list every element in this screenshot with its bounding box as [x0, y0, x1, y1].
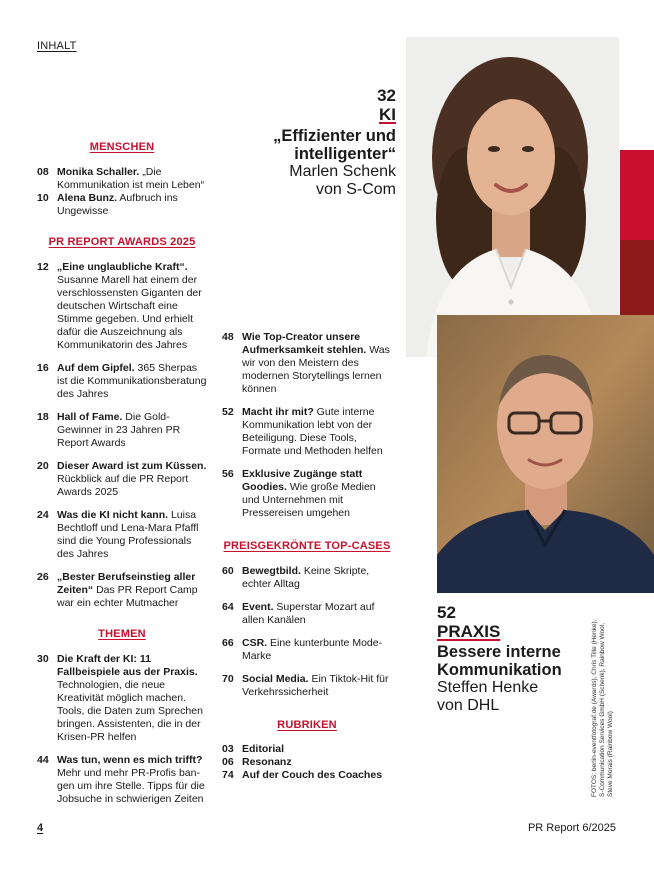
toc-entry[interactable]: [37, 653, 207, 744]
toc-page-number: 52: [222, 406, 234, 418]
feature-praxis-number: 52: [437, 603, 456, 622]
toc-entry[interactable]: [222, 565, 392, 591]
toc-entry-title: „Bester Berufseinstieg aller Zeiten“: [57, 571, 196, 596]
toc-entry[interactable]: [222, 756, 392, 769]
toc-entry-title: Exklusive Zugänge statt Goodies.: [242, 468, 363, 493]
toc-entry-title: Social Media.: [242, 673, 309, 685]
toc-entry-teaser: Ein Tiktok-Hit für Verkehrssicherheit: [242, 673, 389, 698]
toc-entry-teaser: „Die Kommunikation ist mein Leben“: [57, 166, 205, 191]
toc-entry[interactable]: [37, 261, 207, 352]
toc-page-number: 30: [37, 653, 49, 665]
feature-praxis-category: PRAXIS: [437, 622, 501, 641]
toc-page-number: 64: [222, 601, 234, 613]
toc-page-number: 56: [222, 468, 234, 480]
toc-entry-title: Event.: [242, 601, 274, 613]
toc-page-number: 03: [222, 743, 234, 755]
toc-page-number: 26: [37, 571, 49, 583]
toc-entry-title: Macht ihr mit?: [242, 406, 314, 418]
left-column: [37, 141, 207, 806]
toc-entry-teaser: Die Gold-Gewinner in 23 Jahren PR Report Awards: [57, 411, 181, 449]
toc-entry[interactable]: [222, 468, 392, 520]
toc-entry[interactable]: [222, 769, 392, 782]
toc-entry-teaser: Susanne Marell hat einem der verschlossensten Giganten der deutschen Wirtschaft eine Stimme gegeben. Und erhielt dafür die Auszeichnung als Kommunikatorin des Jahres: [57, 274, 202, 351]
toc-entry[interactable]: [37, 509, 207, 561]
toc-entry-teaser: Luisa Bechtloff und Lena-Mara Pfaffl sind die Young Professionals des Jahres: [57, 509, 199, 560]
toc-page-number: 48: [222, 331, 234, 343]
middle-column: [222, 331, 392, 782]
toc-page-number: 24: [37, 509, 49, 521]
toc-entry-teaser: Rückblick auf die PR Report Awards 2025: [57, 473, 189, 498]
toc-entry-teaser: Gute interne Kommunikation lebt von der Beteiligung. Diese Tools, Formate und Methoden helfen: [242, 406, 383, 457]
feature-ki-category: KI: [379, 105, 396, 124]
toc-page-number: 74: [222, 769, 234, 781]
feature-ki-title-line1: „Effizienter und: [273, 127, 396, 145]
toc-entry[interactable]: [37, 411, 207, 450]
feature-ki[interactable]: [250, 86, 396, 199]
toc-entry-title: Monika Schaller.: [57, 166, 140, 178]
feature-praxis-title-line1: Bessere interne: [437, 643, 561, 661]
section-label: INHALT: [37, 40, 77, 52]
toc-entry-teaser: Aufbruch ins Ungewisse: [57, 192, 178, 217]
toc-entry-title: CSR.: [242, 637, 268, 649]
toc-entry-title: Bewegtbild.: [242, 565, 301, 577]
feature-praxis[interactable]: [437, 603, 577, 715]
issue-label: PR Report 6/2025: [527, 822, 616, 834]
section-heading-menschen: MENSCHEN: [89, 141, 155, 153]
toc-entry-teaser: 365 Sherpas ist die Kommunikationsberatung des Jahres: [57, 362, 207, 400]
toc-page-number: 06: [222, 756, 234, 768]
feature-praxis-person-line1: Steffen Henke: [437, 679, 539, 696]
toc-entry-title: Wie Top-Creator unsere Aufmerksamkeit stehlen.: [242, 331, 367, 356]
toc-entry[interactable]: [37, 362, 207, 401]
toc-entry-teaser: Technologien, die neue Kreativität möglich machen. Tools, die Daten zum Sprechen bringen. Assistenten, die in der Krisen-PR helfen: [57, 679, 203, 743]
toc-entry[interactable]: [37, 571, 207, 610]
toc-entry[interactable]: [37, 460, 207, 499]
toc-page-number: 16: [37, 362, 49, 374]
feature-ki-person-line1: Marlen Schenk: [289, 163, 396, 180]
toc-page-number: 70: [222, 673, 234, 685]
toc-entry-teaser: Superstar Mozart auf allen Kanälen: [242, 601, 375, 626]
section-heading-awards: PR REPORT AWARDS 2025: [48, 236, 196, 248]
toc-entry[interactable]: [222, 637, 392, 663]
section-heading-cases: PREISGEKRÖNTE TOP-CASES: [223, 540, 391, 552]
feature-praxis-title-line2: Kommunikation: [437, 661, 562, 679]
toc-entry-teaser: Wie große Medien und Unternehmen mit Pressereisen umgehen: [242, 481, 376, 519]
toc-entry-title: Was die KI nicht kann.: [57, 509, 169, 521]
toc-page-number: 60: [222, 565, 234, 577]
page-number: 4: [37, 822, 44, 834]
toc-entry-title: Die Kraft der KI: 11 Fallbeispiele aus der Praxis.: [57, 653, 198, 678]
toc-entry-title: Alena Bunz.: [57, 192, 118, 204]
toc-entry-title: Resonanz: [242, 756, 292, 768]
feature-ki-person-line2: von S-Com: [315, 181, 396, 198]
toc-page-number: 08: [37, 166, 49, 178]
portrait-steffen-henke: [437, 315, 654, 593]
toc-entry-title: „Eine unglaubliche Kraft“.: [57, 261, 188, 273]
toc-entry[interactable]: [37, 754, 207, 806]
portrait-marlen-schenk: [406, 37, 619, 357]
toc-entry-teaser: Was wir von den Meistern des modernen Storytellings lernen können: [242, 344, 390, 395]
toc-entry-title: Auf dem Gipfel.: [57, 362, 135, 374]
toc-page-number: 10: [37, 192, 49, 204]
toc-entry[interactable]: [222, 331, 392, 396]
toc-entry[interactable]: [37, 166, 207, 192]
toc-entry[interactable]: [222, 673, 392, 699]
toc-entry[interactable]: [222, 743, 392, 756]
toc-entry-title: Auf der Couch des Coaches: [242, 769, 383, 781]
toc-entry[interactable]: [37, 192, 207, 218]
toc-page-number: 20: [37, 460, 49, 472]
photo-credit: FOTOS: berlin-eventfotograf.de (Awards), Chris Tille (Henke), S-Communication Services GmbH (Schenk), Rainbow Wool, Steve Morais (Rainbow Wool): [591, 619, 614, 797]
toc-page-number: 12: [37, 261, 49, 273]
toc-entry-teaser: Das PR Report Camp war ein echter Mutmacher: [57, 584, 198, 609]
section-heading-themen: THEMEN: [98, 628, 146, 640]
toc-entry-title: Hall of Fame.: [57, 411, 123, 423]
toc-entry-teaser: Eine kunterbunte Mode-Marke: [242, 637, 383, 662]
toc-entry-teaser: Keine Skripte, echter Alltag: [242, 565, 370, 590]
toc-page-number: 66: [222, 637, 234, 649]
feature-ki-number: 32: [377, 86, 396, 105]
toc-entry-teaser: Mehr und mehr PR-Profis ban-gen um ihre Stelle. Tipps für die Jobsuche in schwierigen Zeiten: [57, 767, 205, 805]
toc-entry-title: Editorial: [242, 743, 285, 755]
toc-page-number: 44: [37, 754, 49, 766]
toc-entry[interactable]: [222, 406, 392, 458]
toc-entry[interactable]: [222, 601, 392, 627]
section-heading-rubriken: RUBRIKEN: [277, 719, 337, 731]
toc-entry-title: Was tun, wenn es mich trifft?: [57, 754, 203, 766]
feature-praxis-person-line2: von DHL: [437, 697, 500, 714]
toc-page-number: 18: [37, 411, 49, 423]
toc-entry-title: Dieser Award ist zum Küssen.: [57, 460, 207, 472]
feature-ki-title-line2: intelligenter“: [294, 145, 396, 163]
